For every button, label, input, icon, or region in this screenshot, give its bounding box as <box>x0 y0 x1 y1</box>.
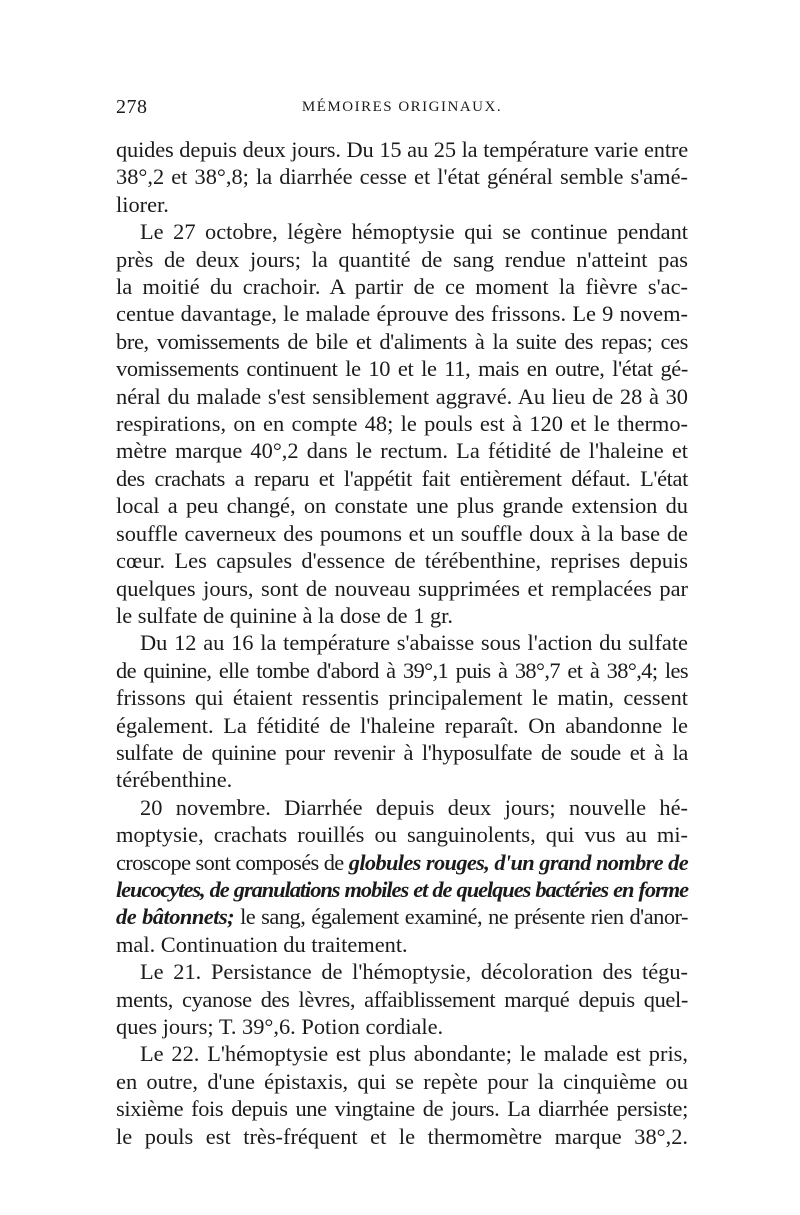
paragraph <box>116 794 688 958</box>
text-line: le pouls est très-fréquent et le thermomètre marque 38°,2. <box>116 1123 688 1149</box>
text-line: ques jours; T. 39°,6. Potion cordiale. <box>116 1014 444 1039</box>
text-line: souffle caverneux des poumons et un souffle doux à la base de <box>116 520 688 546</box>
italic-text: leucocytes, de granulations mobiles et de quelques bactéries en forme <box>116 876 688 902</box>
text-line: sulfate de quinine pour revenir à l'hyposulfate de soude et à la <box>116 739 688 765</box>
text-line: le sulfate de quinine à la dose de 1 gr. <box>116 602 453 628</box>
text-line: en outre, d'une épistaxis, qui se repète pour la cinquième ou <box>116 1068 688 1094</box>
text-line: également. La fétidité de l'haleine reparaît. On abandonne le <box>116 712 688 738</box>
text-line: de quinine, elle tombe d'abord à 39°,1 puis à 38°,7 et à 38°,4; les <box>116 657 688 683</box>
text-line: des crachats a reparu et l'appétit fait entièrement défaut. L'état <box>116 465 688 491</box>
paragraph <box>116 218 688 629</box>
text-line: centue davantage, le malade éprouve des frissons. Le 9 novem- <box>116 301 688 327</box>
text-line: quelques jours, sont de nouveau supprimées et remplacées par <box>116 575 688 601</box>
text-line: vomissements continuent le 10 et le 11, mais en outre, l'état gé- <box>116 356 688 382</box>
text-line: frissons qui étaient ressentis principalement le matin, cessent <box>116 685 688 711</box>
text-line: térébenthine. <box>116 767 233 793</box>
text-line: mal. Continuation du traitement. <box>116 931 408 957</box>
text-line: bre, vomissements de bile et d'aliments à la suite des repas; ces <box>116 328 688 354</box>
text-line: quides depuis deux jours. Du 15 au 25 la température varie entre <box>116 137 688 162</box>
text-line <box>116 876 688 903</box>
text-line: cœur. Les capsules d'essence de térébenthine, reprises depuis <box>116 548 688 574</box>
text-line: néral du malade s'est sensiblement aggravé. Au lieu de 28 à 30 <box>116 383 688 409</box>
text-line: mètre marque 40°,2 dans le rectum. La fétidité de l'haleine et <box>116 438 688 464</box>
italic-text: globules rouges, d'un grand nombre de <box>348 849 688 875</box>
text-line: local a peu changé, on constate une plus grande extension du <box>116 493 688 519</box>
text-run: croscope sont composés de <box>116 849 349 875</box>
running-title: MÉMOIRES ORIGINAUX. <box>301 99 503 115</box>
text-line: sixième fois depuis une vingtaine de jours. La diarrhée persiste; <box>116 1096 688 1122</box>
text-run: le sang, également examiné, ne présente rien d'anor- <box>234 904 688 930</box>
paragraph <box>116 136 688 218</box>
text-line: Du 12 au 16 la température s'abaisse sous l'action du sulfate <box>140 630 688 656</box>
page <box>116 96 688 1150</box>
text-line: respirations, on en compte 48; le pouls est à 120 et le thermo- <box>116 411 688 437</box>
text-line: Le 21. Persistance de l'hémoptysie, décoloration des tégu- <box>140 959 688 985</box>
text-line: près de deux jours; la quantité de sang rendue n'atteint pas <box>116 246 688 272</box>
body-text <box>116 136 688 1150</box>
text-line: 38°,2 et 38°,8; la diarrhée cesse et l'état général semble s'amé- <box>116 164 688 190</box>
text-line: Le 22. L'hémoptysie est plus abondante; le malade est pris, <box>140 1041 688 1067</box>
text-line: liorer. <box>116 191 169 217</box>
text-line: 20 novembre. Diarrhée depuis deux jours; nouvelle hé- <box>140 794 688 820</box>
text-line: ments, cyanose des lèvres, affaiblissement marqué depuis quel- <box>116 986 688 1012</box>
text-line: la moitié du crachoir. A partir de ce moment la fièvre s'ac- <box>116 274 688 300</box>
text-line <box>116 849 688 876</box>
paragraph <box>116 629 688 793</box>
text-line: moptysie, crachats rouillés ou sanguinolents, qui vus au mi- <box>116 822 688 848</box>
text-line: Le 27 octobre, légère hémoptysie qui se continue pendant <box>140 219 688 245</box>
text-line <box>116 903 688 930</box>
paragraph <box>116 1040 688 1150</box>
italic-text: de bâtonnets; <box>116 904 235 930</box>
paragraph <box>116 958 688 1040</box>
page-header <box>116 96 688 126</box>
page-number: 278 <box>116 96 148 118</box>
